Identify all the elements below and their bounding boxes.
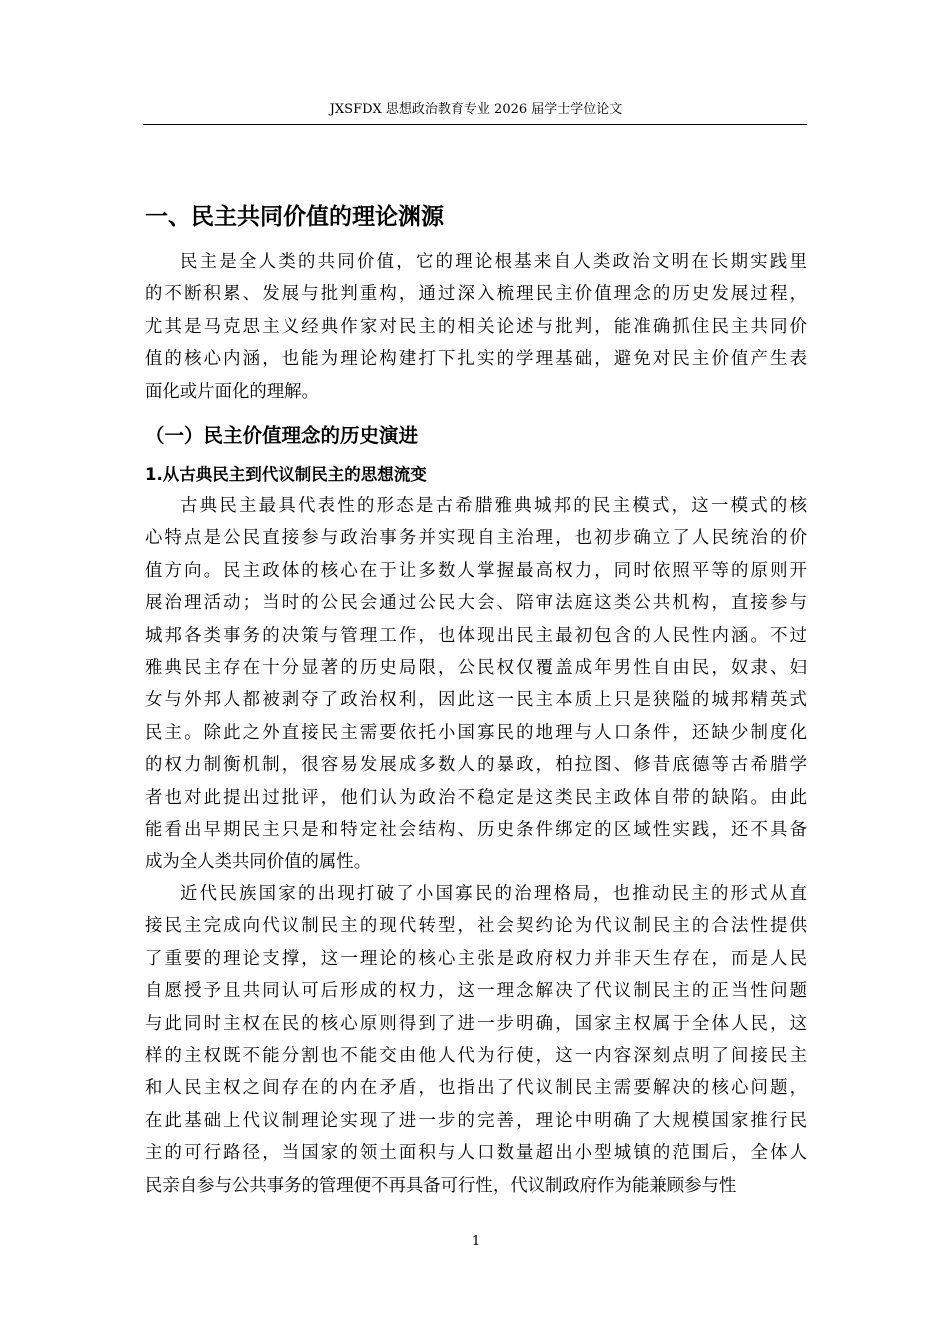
paragraph-line: 民亲自参与公共事务的管理便不再具备可行性，代议制政府作为能兼顾参与性 [145,1175,737,1196]
paragraph-line: 和人民主权之间存在的内在矛盾，也指出了代议制民主需要解决的核心问题， [145,1078,807,1099]
paragraph-line: 了重要的理论支撑，这一理论的核心主张是政府权力并非天生存在，而是人民 [145,948,807,969]
paragraph-line: 雅典民主存在十分显著的历史局限，公民权仅覆盖成年男性自由民，奴隶、妇 [145,657,807,678]
paragraph-line: 主的可行路径，当国家的领土面积与人口数量超出小型城镇的范围后，全体人 [145,1143,807,1164]
header-rule [143,124,807,125]
paragraph-line: 自愿授予且共同认可后形成的权力，这一理念解决了代议制民主的正当性问题 [145,981,807,1002]
paragraph-line: 古典民主最具代表性的形态是古希腊雅典城邦的民主模式，这一模式的核 [180,496,807,516]
body-paragraph [145,490,807,879]
paragraph-line: 值的核心内涵，也能为理论构建打下扎实的学理基础，避免对民主价值产生表 [145,349,807,370]
section-heading: 一、民主共同价值的理论渊源 [145,204,444,230]
paragraph-line: 近代民族国家的出现打破了小国寡民的治理格局，也推动民主的形式从直 [180,884,807,904]
paragraph-line: 心特点是公民直接参与政治事务并实现自主治理，也初步确立了人民统治的价 [145,528,807,549]
paragraph-line: 民主。除此之外直接民主需要依托小国寡民的地理与人口条件，还缺少制度化 [145,722,807,743]
paragraph-line: 能看出早期民主只是和特定社会结构、历史条件绑定的区域性实践，还不具备 [145,819,807,840]
paragraph-line: 民主是全人类的共同价值，它的理论根基来自人类政治文明在长期实践里 [180,252,807,272]
paragraph-line: 在此基础上代议制理论实现了进一步的完善，理论中明确了大规模国家推行民 [145,1110,807,1131]
paragraph-line: 值方向。民主政体的核心在于让多数人掌握最高权力，同时依照平等的原则开 [145,560,807,581]
paragraph-line: 的不断积累、发展与批判重构，通过深入梳理民主价值理念的历史发展过程， [145,284,807,305]
paragraph-line: 面化或片面化的理解。 [145,381,319,402]
paragraph-line: 接民主完成向代议制民主的现代转型，社会契约论为代议制民主的合法性提供 [145,916,807,937]
paragraph-line: 女与外邦人都被剥夺了政治权利，因此这一民主本质上只是狭隘的城邦精英式 [145,690,807,711]
page-number: 1 [471,1234,481,1249]
subsubsection-heading: 1.从古典民主到代议制民主的思想流变 [145,465,427,484]
paragraph-line: 样的主权既不能分割也不能交由他人代为行使，这一内容深刻点明了间接民主 [145,1045,807,1066]
paragraph-line: 尤其是马克思主义经典作家对民主的相关论述与批判，能准确抓住民主共同价 [145,316,807,337]
subsection-heading: （一）民主价值理念的历史演进 [145,424,419,447]
intro-paragraph [145,246,807,408]
body-paragraph [145,878,807,1202]
paragraph-line: 成为全人类共同价值的属性。 [145,852,372,873]
paragraph-line: 的权力制衡机制，很容易发展成多数人的暴政，柏拉图、修昔底德等古希腊学 [145,755,807,776]
paragraph-line: 者也对此提出过批评，他们认为政治不稳定是这类民主政体自带的缺陷。由此 [145,787,807,808]
running-header: JXSFDX 思想政治教育专业 2026 届学士学位论文 [329,102,623,117]
paragraph-line: 与此同时主权在民的核心原则得到了进一步明确，国家主权属于全体人民，这 [145,1013,807,1034]
paragraph-line: 城邦各类事务的决策与管理工作，也体现出民主最初包含的人民性内涵。不过 [145,625,807,646]
paragraph-line: 展治理活动；当时的公民会通过公民大会、陪审法庭这类公共机构，直接参与 [145,593,807,614]
